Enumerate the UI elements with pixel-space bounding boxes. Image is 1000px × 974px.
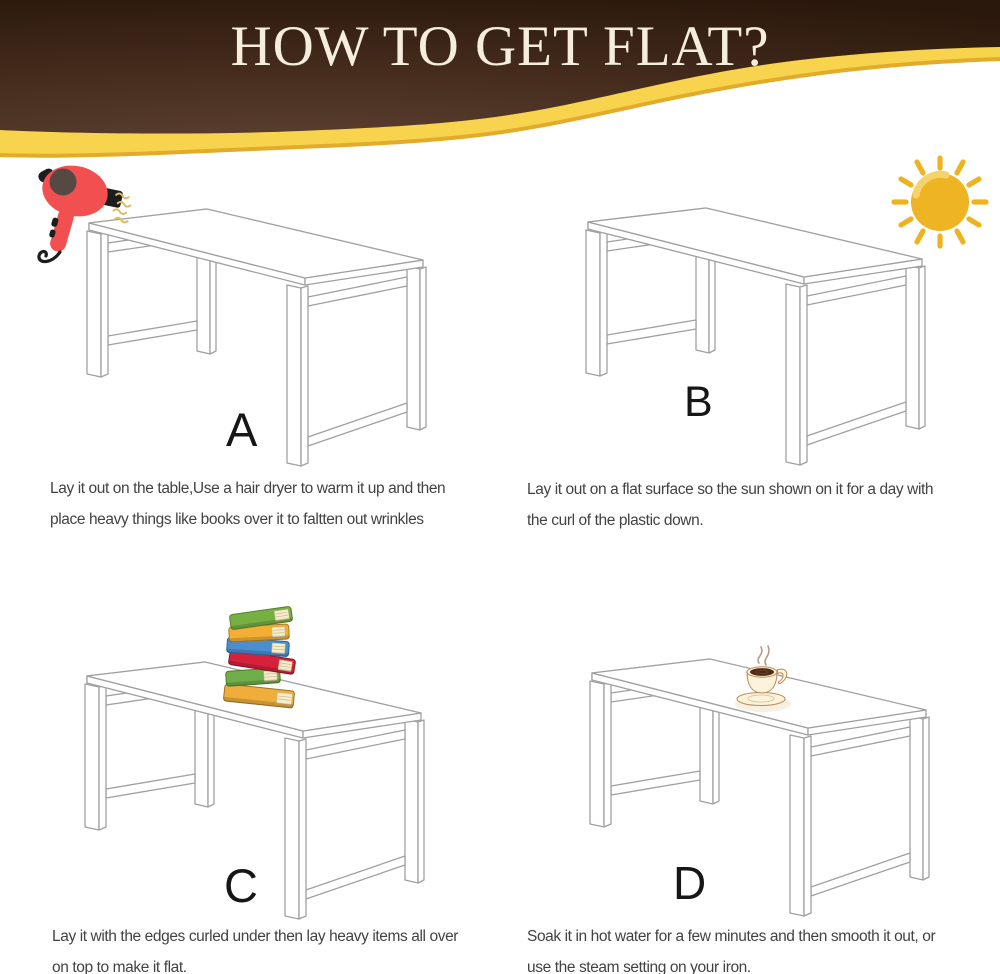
hair-dryer-icon xyxy=(30,160,135,268)
coffee xyxy=(750,668,774,676)
cup-handle xyxy=(777,669,787,684)
panel-c-heavy-books xyxy=(0,590,500,974)
panel-d-hot-water xyxy=(500,590,1000,974)
panel-caption-b xyxy=(527,475,997,536)
panel-label-b: B xyxy=(684,378,713,426)
panel-b-sunlight xyxy=(500,140,1000,540)
dryer-cord xyxy=(39,252,60,262)
caption-line: Lay it out on a flat surface so the sun shown on it for a day with xyxy=(527,481,934,498)
coffee-cup-icon xyxy=(735,643,793,715)
book xyxy=(223,684,294,708)
caption-line: use the steam setting on your iron. xyxy=(527,958,751,974)
page-title: HOW TO GET FLAT? xyxy=(230,15,770,78)
saucer xyxy=(737,693,785,706)
caption-line: Soak it in hot water for a few minutes and then smooth it out, or xyxy=(527,928,936,945)
sun-icon xyxy=(888,153,992,249)
caption-line: place heavy things like books over it to faltten out wrinkles xyxy=(50,510,424,528)
caption-line: Lay it with the edges curled under then lay heavy items all over xyxy=(52,928,459,945)
steam xyxy=(758,647,762,663)
caption-line: the curl of the plastic down. xyxy=(527,511,704,529)
panel-label-d: D xyxy=(673,857,707,909)
panel-caption-a xyxy=(50,474,520,535)
caption-line: on top to make it flat. xyxy=(52,958,187,974)
panel-caption-d xyxy=(527,922,997,974)
books-stack-icon xyxy=(222,608,298,712)
caption-line: Lay it out on the table,Use a hair dryer to warm it up and then xyxy=(50,480,446,497)
panel-a-hair-dryer xyxy=(0,140,500,540)
steam xyxy=(765,646,769,665)
panel-label-a: A xyxy=(226,403,258,456)
panel-label-c: C xyxy=(224,859,258,912)
dryer-intake xyxy=(50,169,77,196)
panel-caption-c xyxy=(52,922,522,974)
